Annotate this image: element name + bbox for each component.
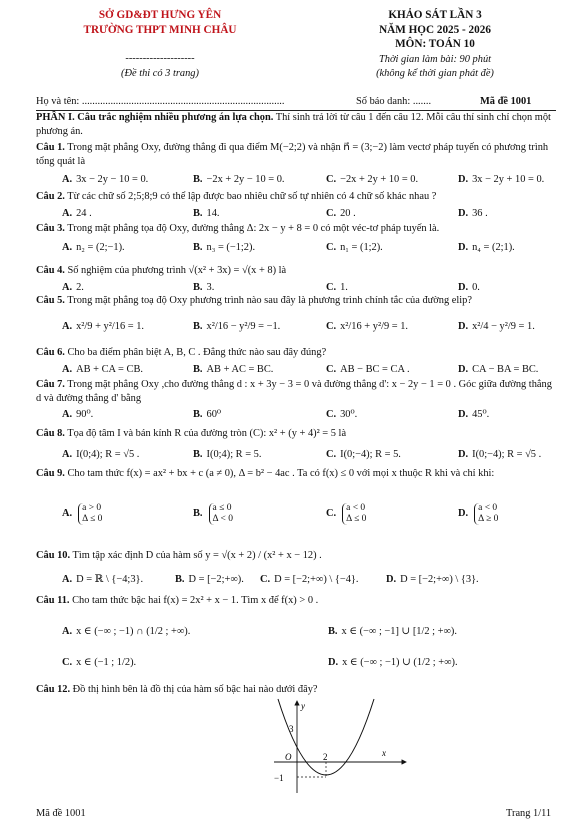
student-name-field: Họ và tên: .............................................................................. [36, 96, 285, 107]
y-tick-m1: −1 [274, 773, 284, 783]
footer-page-number: Trang 1/11 [506, 808, 552, 819]
option-3a[interactable]: A. n₂ = (2;−1). [62, 242, 125, 253]
option-1c[interactable]: C. −2x + 2y + 10 = 0. [326, 174, 419, 185]
question-6: Câu 6. Cho ba điểm phân biệt A, B, C . Đẳng thức nào sau đây đúng? [36, 347, 327, 358]
option-2c[interactable]: C. 20 . [326, 208, 356, 219]
option-4c[interactable]: C. 1. [326, 282, 348, 293]
question-1 [36, 141, 556, 169]
option-10a[interactable]: A. D = ℝ \ {−4;3}. [62, 574, 144, 585]
option-1d[interactable]: D. 3x − 2y + 10 = 0. [458, 174, 545, 185]
part1-instruction: Thí sinh trả lời từ câu 1 đến câu 12. Mỗi câu thí sinh chỉ chọn một phương án. [36, 112, 551, 137]
option-11c[interactable]: C. x ∈ (−1 ; 1/2). [62, 657, 137, 668]
option-6b[interactable]: B. AB + AC = BC. [193, 364, 274, 375]
option-5d[interactable]: D. x²/4 − y²/9 = 1. [458, 321, 535, 332]
option-5b[interactable]: B. x²/16 − y²/9 = −1. [193, 321, 281, 332]
exam-time: Thời gian làm bài: 90 phút [378, 54, 492, 65]
option-11b[interactable]: B. x ∈ (−∞ ; −1] ∪ [1/2 ; +∞). [328, 626, 457, 637]
exam-time-note: (không kể thời gian phát đề) [376, 68, 494, 79]
school-year: NĂM HỌC 2025 - 2026 [379, 24, 491, 36]
parabola-graph [270, 695, 410, 795]
origin-label: O [285, 752, 292, 762]
y-axis-label: y [301, 701, 305, 711]
option-8d[interactable]: D. I(0;−4); R = √5 . [458, 449, 542, 460]
option-10d[interactable]: D. D = [−2;+∞) \ {3}. [386, 574, 479, 585]
option-5a[interactable]: A. x²/9 + y²/16 = 1. [62, 321, 144, 332]
question-9: Câu 9. Cho tam thức f(x) = ax² + bx + c (a ≠ 0), Δ = b² − 4ac . Ta có f(x) ≤ 0 với mọi x thuộc R khi và chỉ khi: [36, 468, 495, 479]
option-2d[interactable]: D. 36 . [458, 208, 488, 219]
y-tick-3: 3 [289, 724, 294, 734]
option-7d[interactable]: D. 45⁰. [458, 409, 490, 420]
option-3c[interactable]: C. n₁ = (1;2). [326, 242, 383, 253]
option-9a[interactable]: A. a > 0 Δ ≤ 0 [62, 503, 103, 524]
option-9b[interactable]: B. a ≤ 0 Δ < 0 [193, 503, 233, 524]
department-name: SỞ GD&ĐT HƯNG YÊN [98, 9, 222, 21]
option-8c[interactable]: C. I(0;−4); R = 5. [326, 449, 401, 460]
option-11a[interactable]: A. x ∈ (−∞ ; −1) ∩ (1/2 ; +∞). [62, 626, 191, 637]
option-7c[interactable]: C. 30⁰. [326, 409, 358, 420]
option-6d[interactable]: D. CA − BA = BC. [458, 364, 539, 375]
school-name: TRƯỜNG THPT MINH CHÂU [83, 24, 237, 36]
option-5c[interactable]: C. x²/16 + y²/9 = 1. [326, 321, 408, 332]
question-8: Câu 8. Tọa độ tâm I và bán kính R của đường tròn (C): x² + (y + 4)² = 5 là [36, 428, 347, 439]
exam-title: KHẢO SÁT LẦN 3 [388, 9, 482, 21]
question-2: Câu 2. Từ các chữ số 2;5;8;9 có thể lập được bao nhiêu chữ số tự nhiên có 4 chữ số khác nhau ? [36, 191, 437, 202]
footer-exam-code: Mã đề 1001 [36, 808, 86, 819]
subject: MÔN: TOÁN 10 [395, 38, 475, 50]
question-12: Câu 12. Đồ thị hình bên là đồ thị của hàm số bậc hai nào dưới đây? [36, 684, 318, 695]
question-label: Câu 1. [36, 142, 65, 153]
option-11d[interactable]: D. x ∈ (−∞ ; −1) ∪ (1/2 ; +∞). [328, 657, 458, 668]
question-3: Câu 3. Trong mặt phẳng tọa độ Oxy, đường thẳng Δ: 2x − y + 8 = 0 có một véc-tơ pháp tuyến là. [36, 223, 440, 234]
option-2b[interactable]: B. 14. [193, 208, 220, 219]
option-7a[interactable]: A. 90⁰. [62, 409, 94, 420]
student-id-field: Số báo danh: ....... [356, 96, 432, 107]
option-8b[interactable]: B. I(0;4); R = 5. [193, 449, 262, 460]
question-5: Câu 5. Trong mặt phẳng toạ độ Oxy phương trình nào sau đây là phương trình chính tắc của đường elip? [36, 295, 472, 306]
option-4a[interactable]: A. 2. [62, 282, 84, 293]
page-count-note: (Đề thi có 3 trang) [121, 68, 199, 79]
option-3b[interactable]: B. n₃ = (−1;2). [193, 242, 256, 253]
header-dashes: -------------------- [125, 53, 195, 64]
option-10c[interactable]: C. D = [−2;+∞) \ {−4}. [260, 574, 359, 585]
option-7b[interactable]: B. 60⁰ [193, 409, 222, 420]
option-1a[interactable]: A. 3x − 2y − 10 = 0. [62, 174, 149, 185]
question-10: Câu 10. Tìm tập xác định D của hàm số y = √(x + 2) / (x² + x − 12) . [36, 550, 322, 561]
option-4b[interactable]: B. 3. [193, 282, 215, 293]
option-6c[interactable]: C. AB − BC = CA . [326, 364, 410, 375]
option-9c[interactable]: C. a < 0 Δ ≤ 0 [326, 503, 367, 524]
option-9d[interactable]: D. a < 0 Δ ≥ 0 [458, 503, 499, 524]
option-10b[interactable]: B. D = [−2;+∞). [175, 574, 244, 585]
option-6a[interactable]: A. AB + CA = CB. [62, 364, 143, 375]
exam-code: Mã đề 1001 [480, 96, 532, 107]
part1-title: PHẦN I. Câu trắc nghiệm nhiều phương án lựa chọn. [36, 112, 274, 123]
option-2a[interactable]: A. 24 . [62, 208, 92, 219]
question-7: Câu 7. Trong mặt phẳng Oxy ,cho đường thẳng d : x + 3y − 3 = 0 và đường thẳng d': x − 2y − 1 = 0 . Góc giữa đường thẳng d và đường thẳng d' bằng [36, 379, 552, 404]
x-axis-label: x [382, 748, 386, 758]
option-4d[interactable]: D. 0. [458, 282, 480, 293]
option-8a[interactable]: A. I(0;4); R = √5 . [62, 449, 140, 460]
question-4: Câu 4. Số nghiệm của phương trình √(x² + 3x) = √(x + 8) là [36, 265, 287, 276]
option-3d[interactable]: D. n₄ = (2;1). [458, 242, 515, 253]
x-tick-2: 2 [323, 752, 328, 762]
question-11: Câu 11. Cho tam thức bậc hai f(x) = 2x² + x − 1. Tìm x để f(x) > 0 . [36, 595, 319, 606]
option-1b[interactable]: B. −2x + 2y − 10 = 0. [193, 174, 285, 185]
question-text: Trong mặt phẳng Oxy, đường thẳng đi qua điểm M(−2;2) và nhận n⃗ = (3;−2) làm vectơ pháp tuyến có phương trình tổng quát là [36, 142, 549, 167]
part1-heading [36, 111, 556, 139]
